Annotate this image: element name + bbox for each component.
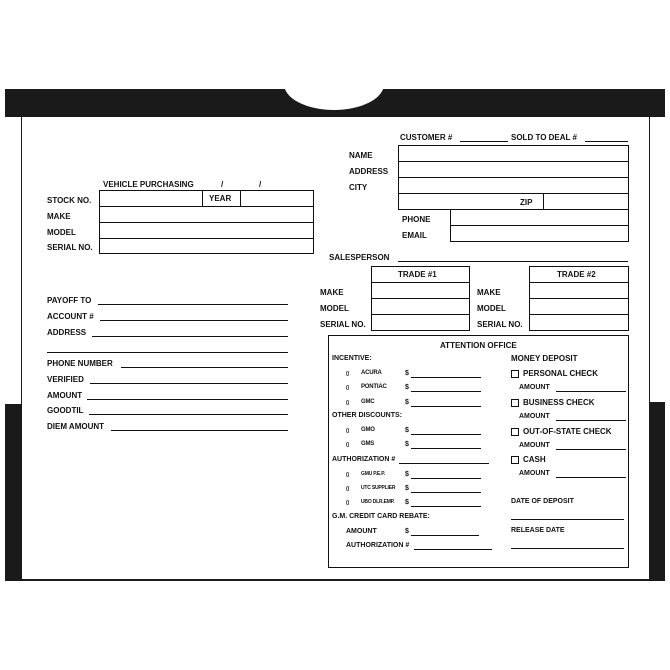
business-check-checkbox[interactable] [511, 399, 519, 407]
authorization-name-2: UBO DLR.EMP. [361, 499, 395, 505]
business-check-amount-field[interactable] [556, 420, 626, 421]
incentive-name-1: PONTIAC [361, 384, 387, 390]
incentive-dollar-2: $ [405, 399, 409, 406]
other-discounts-label: OTHER DISCOUNTS: [332, 412, 402, 419]
personal-check-amount-field[interactable] [556, 391, 626, 392]
money-deposit-label: MONEY DEPOSIT [511, 354, 578, 363]
release-date-label: RELEASE DATE [511, 527, 565, 534]
goodtil-field[interactable] [89, 414, 288, 415]
phone-divider [450, 225, 629, 226]
authorization-name-1: UTC SUPPLIER [361, 485, 396, 491]
phone-number-field[interactable] [121, 367, 288, 368]
city-label: CITY [349, 183, 368, 192]
out-of-state-amount-field[interactable] [556, 449, 626, 450]
incentive-dollar-1: $ [405, 384, 409, 391]
cc-amount-dollar: $ [405, 528, 409, 535]
vehicle-purchasing-heading: VEHICLE PURCHASING [103, 180, 194, 189]
serial-no-label: SERIAL NO. [47, 243, 93, 252]
sold-to-deal-field[interactable] [585, 141, 628, 142]
out-of-state-check-label: OUT-OF-STATE CHECK [523, 427, 612, 436]
business-check-amount-label: AMOUNT [519, 413, 550, 420]
cc-amount-field[interactable] [411, 535, 479, 536]
authorization-dollar-0: $ [405, 471, 409, 478]
out-of-state-check-checkbox[interactable] [511, 428, 519, 436]
payoff-address-field[interactable] [92, 336, 288, 337]
trade2-serial-label: SERIAL NO. [477, 320, 523, 329]
discount-name-0: GMO [361, 427, 375, 433]
trade1-serial-label: SERIAL NO. [320, 320, 366, 329]
incentive-bullet-1[interactable]: () [346, 385, 349, 391]
cash-amount-field[interactable] [556, 477, 626, 478]
payoff-to-field[interactable] [98, 304, 288, 305]
verified-field[interactable] [90, 383, 288, 384]
authorization-bullet-0[interactable]: () [346, 472, 349, 478]
folder-left-tab [5, 404, 21, 581]
trade2-model-label: MODEL [477, 304, 506, 313]
authorization-dollar-2: $ [405, 499, 409, 506]
incentive-amount-1[interactable] [411, 391, 481, 392]
attention-office-title: ATTENTION OFFICE [440, 341, 517, 350]
discount-amount-1[interactable] [411, 448, 481, 449]
date-slash-1: / [221, 180, 224, 189]
cash-label: CASH [523, 455, 546, 464]
model-divider [99, 238, 314, 239]
zip-label: ZIP [520, 198, 533, 207]
cc-authorization-field[interactable] [414, 549, 492, 550]
trade2-make-divider [529, 298, 629, 299]
trade1-make-divider [371, 298, 470, 299]
payoff-address-label: ADDRESS [47, 328, 87, 337]
trade2-make-label: MAKE [477, 288, 501, 297]
phone-label: PHONE [402, 215, 431, 224]
verified-label: VERIFIED [47, 375, 84, 384]
incentive-name-2: GMC [361, 399, 375, 405]
diem-amount-label: DIEM AMOUNT [47, 422, 105, 431]
trade2-title-divider [529, 282, 629, 283]
trade1-model-label: MODEL [320, 304, 349, 313]
payoff-amount-field[interactable] [87, 399, 288, 400]
incentive-amount-0[interactable] [411, 377, 481, 378]
business-check-label: BUSINESS CHECK [523, 398, 595, 407]
zip-divider [543, 193, 544, 209]
payoff-amount-label: AMOUNT [47, 391, 83, 400]
address-divider [398, 177, 629, 178]
authorization-dollar-1: $ [405, 485, 409, 492]
cc-authorization-label: AUTHORIZATION # [346, 542, 410, 549]
name-divider [398, 161, 629, 162]
sold-to-deal-label: SOLD TO DEAL # [511, 133, 577, 142]
discount-bullet-0[interactable]: () [346, 428, 349, 434]
release-date-field[interactable] [511, 548, 624, 549]
incentive-name-0: ACURA [361, 370, 382, 376]
email-label: EMAIL [402, 231, 427, 240]
customer-number-field[interactable] [460, 141, 508, 142]
trade1-title-divider [371, 282, 470, 283]
name-label: NAME [349, 151, 373, 160]
address-label: ADDRESS [349, 167, 389, 176]
authorization-field[interactable] [399, 463, 489, 464]
make-divider [99, 222, 314, 223]
salesperson-field[interactable] [398, 261, 628, 262]
folder-right-tab [650, 402, 665, 581]
cash-checkbox[interactable] [511, 456, 519, 464]
personal-check-label: PERSONAL CHECK [523, 369, 598, 378]
trade1-model-divider [371, 314, 470, 315]
incentive-amount-2[interactable] [411, 406, 481, 407]
date-slash-2: / [259, 180, 262, 189]
authorization-amount-1[interactable] [411, 492, 481, 493]
discount-name-1: GMS [361, 441, 375, 447]
goodtil-label: GOODTIL [47, 406, 84, 415]
discount-dollar-0: $ [405, 427, 409, 434]
cash-amount-label: AMOUNT [519, 470, 550, 477]
authorization-label: AUTHORIZATION # [332, 456, 396, 463]
discount-dollar-1: $ [405, 441, 409, 448]
trade2-model-divider [529, 314, 629, 315]
diem-amount-field[interactable] [111, 430, 288, 431]
payoff-address-field-2[interactable] [47, 352, 288, 353]
incentive-bullet-2[interactable]: () [346, 400, 349, 406]
discount-bullet-1[interactable]: () [346, 442, 349, 448]
year-right-divider [240, 190, 241, 206]
salesperson-label: SALESPERSON [329, 253, 390, 262]
year-left-divider [202, 190, 203, 206]
stock-divider [99, 206, 314, 207]
account-label: ACCOUNT # [47, 312, 94, 321]
date-of-deposit-field[interactable] [511, 519, 624, 520]
out-of-state-amount-label: AMOUNT [519, 442, 550, 449]
model-label: MODEL [47, 228, 76, 237]
city-divider [398, 193, 629, 194]
incentive-dollar-0: $ [405, 370, 409, 377]
date-of-deposit-label: DATE OF DEPOSIT [511, 498, 574, 505]
folder-bottom-line [5, 580, 665, 581]
authorization-name-0: GMU P.E.P. [361, 471, 385, 477]
incentive-bullet-0[interactable]: () [346, 371, 349, 377]
make-label: MAKE [47, 212, 71, 221]
phone-number-label: PHONE NUMBER [47, 359, 113, 368]
cc-amount-label: AMOUNT [346, 528, 377, 535]
customer-number-label: CUSTOMER # [400, 133, 453, 142]
authorization-amount-2[interactable] [411, 506, 481, 507]
trade2-title: TRADE #2 [557, 270, 596, 279]
incentive-label: INCENTIVE: [332, 355, 372, 362]
personal-check-amount-label: AMOUNT [519, 384, 550, 391]
credit-card-rebate-label: G.M. CREDIT CARD REBATE: [332, 513, 430, 520]
trade1-make-label: MAKE [320, 288, 344, 297]
payoff-to-label: PAYOFF TO [47, 296, 92, 305]
account-field[interactable] [100, 320, 288, 321]
year-label: YEAR [209, 194, 232, 203]
stock-no-label: STOCK NO. [47, 196, 92, 205]
personal-check-checkbox[interactable] [511, 370, 519, 378]
trade1-title: TRADE #1 [398, 270, 437, 279]
authorization-amount-0[interactable] [411, 478, 481, 479]
discount-amount-0[interactable] [411, 434, 481, 435]
authorization-bullet-2[interactable]: () [346, 500, 349, 506]
authorization-bullet-1[interactable]: () [346, 486, 349, 492]
